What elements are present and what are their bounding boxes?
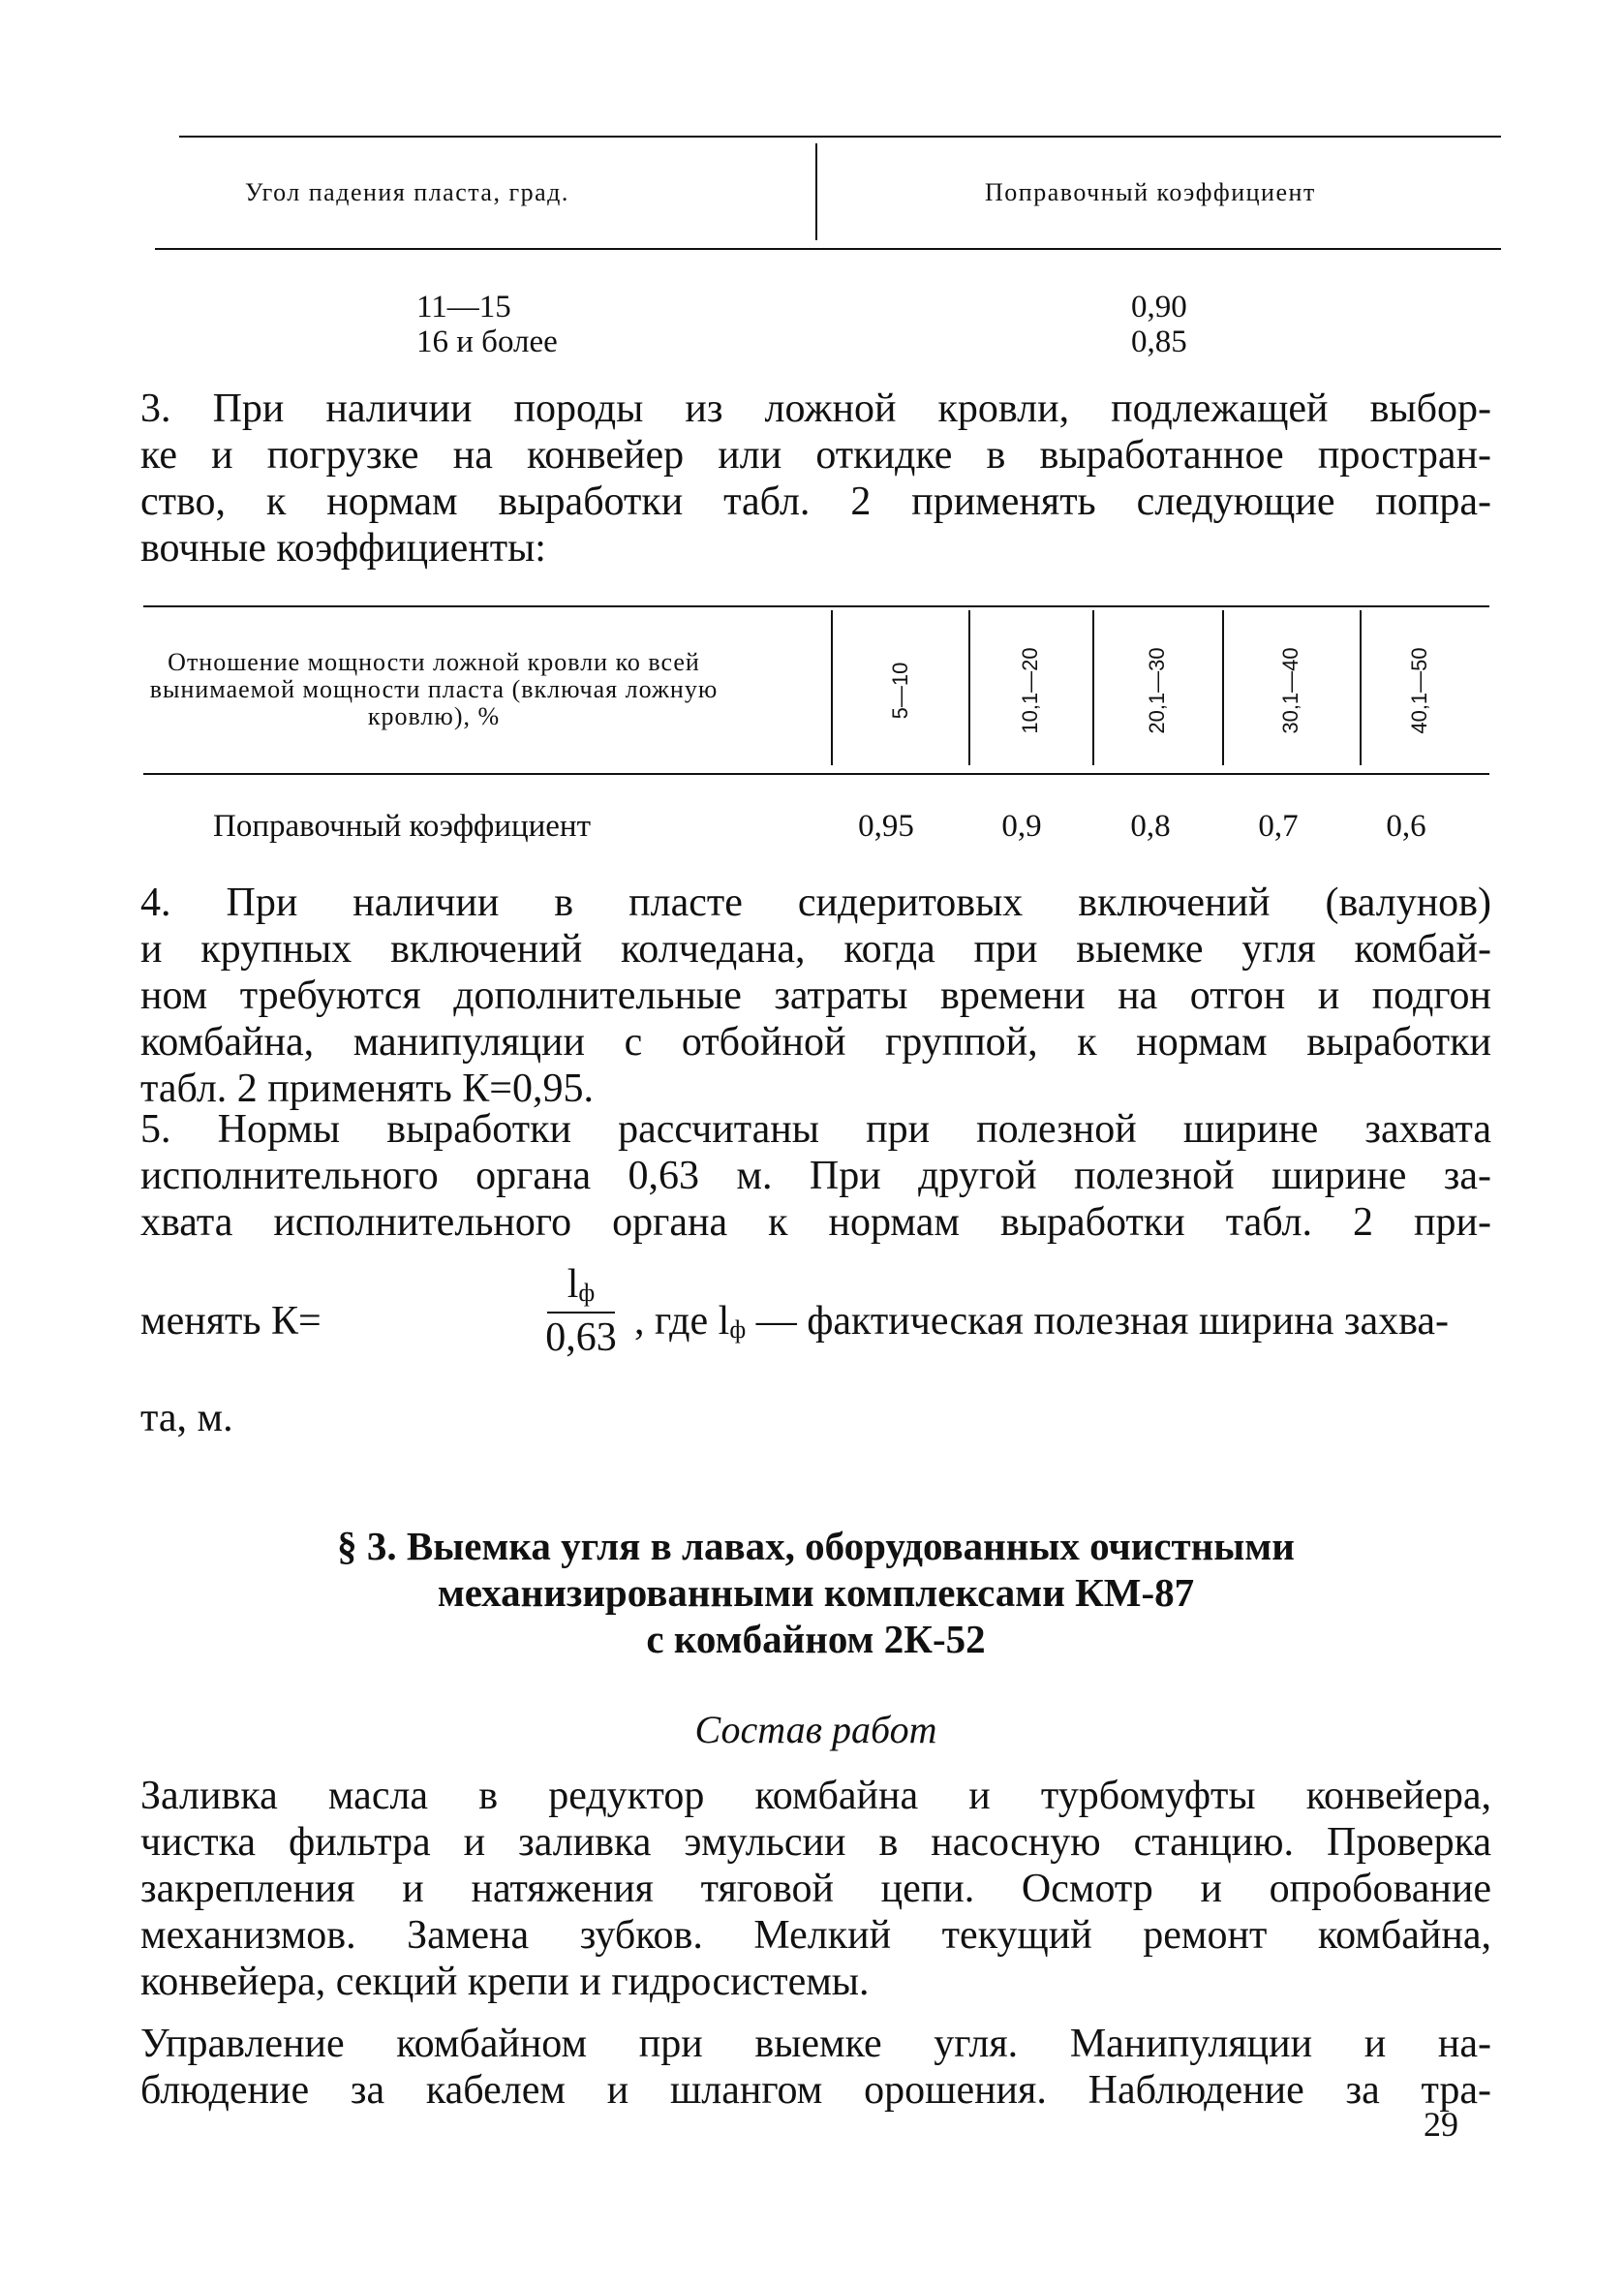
text-line: вочные коэффициенты: [140,526,546,571]
table1-row-coef: 0,85 [1131,325,1187,359]
text-line: ство, к нормам выработки табл. 2 применять следующие попра- [140,479,1491,524]
section-title-line: с комбайном 2К-52 [646,1617,986,1661]
table2-divider [1360,610,1362,765]
text-line: 5. Нормы выработки рассчитаны при полезной ширине захвата [140,1107,1491,1152]
text-line: та, м. [140,1396,233,1440]
paragraph-5 [140,1106,1491,1246]
text-line: комбайна, манипуляции с отбойной группой, к нормам выработки [140,1020,1491,1065]
table2-row-label: Отношение мощности ложной кровли ко всей вынимаемой мощности пласта (включая ложную кровлю), % [149,648,719,730]
paragraph-6 [140,1773,1491,2005]
table1-header-angle: Угол падения пласта, град. [245,178,569,206]
table1-column-divider [815,143,817,240]
fraction-numerator [537,1259,625,1310]
table2-divider [1222,610,1224,765]
table2-range-header: 10,1—20 [1018,647,1042,734]
formula-tail-a: , где l [634,1299,730,1344]
page-number: 29 [1424,2105,1458,2144]
text-line: ке и погрузке на конвейер или откидке в выработанное простран- [140,433,1491,478]
table2-coef-value: 0,7 [1258,809,1299,844]
text-line: чистка фильтра и заливка эмульсии в насосную станцию. Проверка [140,1820,1491,1865]
fraction-denominator: 0,63 [545,1315,617,1360]
table2-coef-value: 0,8 [1130,809,1171,844]
text-line: конвейера, секций крепи и гидросистемы. [140,1960,870,2004]
table1-top-rule [179,136,1501,138]
table2-divider [831,610,833,765]
text-line: ном требуются дополнительные затраты времени на отгон и подгон [140,974,1491,1018]
table2-divider [968,610,970,765]
formula-line [140,1259,1491,1375]
text-line: закрепления и натяжения тяговой цепи. Осмотр и опробование [140,1867,1491,1911]
section-title-line: механизированными комплексами КМ-87 [437,1570,1195,1615]
formula-lead: менять К= [140,1299,322,1344]
table2-range-header: 20,1—30 [1145,647,1169,734]
table2-range-header: 30,1—40 [1278,647,1302,734]
section-subtitle: Состав работ [694,1708,937,1751]
formula-tail-subscript: ф [729,1315,747,1344]
formula-tail [634,1298,1491,1344]
table1-header-coef: Поправочный коэффициент [985,178,1316,206]
table1-row-coef: 0,90 [1131,290,1187,325]
paragraph-3 [140,386,1491,572]
table1-row-angle: 11—15 [416,290,511,325]
text-line: блюдение за кабелем и шлангом орошения. Наблюдение за тра- [140,2068,1491,2113]
table2-range-header: 5—10 [888,662,912,720]
text-line: 4. При наличии в пласте сидеритовых включений (валунов) [140,881,1491,925]
text-line: табл. 2 применять К=0,95. [140,1066,594,1111]
text-line: и крупных включений колчедана, когда при выемке угля комбай- [140,927,1491,972]
table2-divider [1092,610,1094,765]
text-line: Управление комбайном при выемке угля. Манипуляции и на- [140,2022,1491,2066]
paragraph-7 [140,2021,1491,2114]
table1-header-rule [155,248,1501,250]
numerator-symbol: l [567,1262,579,1307]
table2-coef-value: 0,9 [1001,809,1042,844]
text-line: хвата исполнительного органа к нормам выработки табл. 2 при- [140,1200,1491,1245]
table2-range-header: 40,1—50 [1407,647,1431,734]
text-line: механизмов. Замена зубков. Мелкий текущий ремонт комбайна, [140,1913,1491,1958]
text-line: 3. При наличии породы из ложной кровли, подлежащей выбор- [140,386,1491,431]
formula-end [140,1395,1491,1441]
text-line: Заливка масла в редуктор комбайна и турбомуфты конвейера, [140,1774,1491,1818]
section-title [140,1523,1491,1662]
paragraph-4 [140,880,1491,1112]
table1-row-angle: 16 и более [416,325,558,359]
table2-top-rule [143,605,1489,607]
formula-fraction [537,1259,625,1362]
table2-coef-value: 0,95 [858,809,914,844]
table2-coef-label: Поправочный коэффициент [213,809,591,844]
numerator-subscript: ф [578,1279,596,1307]
section-title-line: § 3. Выемка угля в лавах, оборудованных очистными [337,1524,1295,1568]
formula-tail-b: — фактическая полезная ширина захва- [746,1299,1450,1344]
table2-coef-value: 0,6 [1386,809,1426,844]
text-line: исполнительного органа 0,63 м. При другой полезной ширине за- [140,1154,1491,1198]
table2-header-rule [143,773,1489,775]
